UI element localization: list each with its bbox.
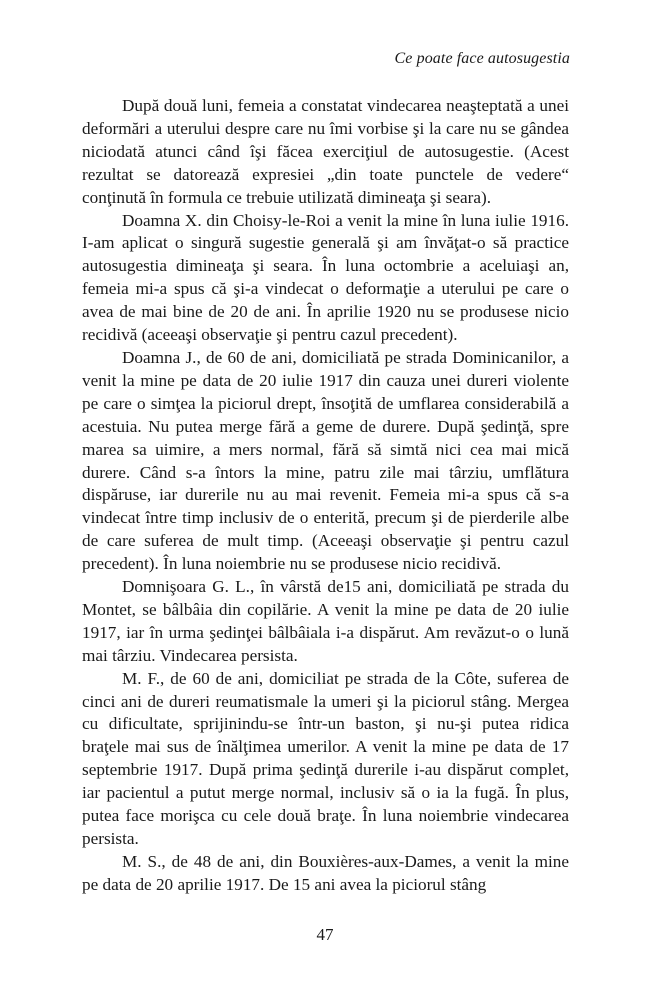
paragraph-4: Domnişoara G. L., în vârstă de15 ani, domiciliată pe strada du Montet, se bâlbâia din copilărie. A venit la mine pe data de 20 iulie 1917, iar în urma şedinţei bâlbâiala i-a dispărut. Am revăzut-o o lună mai târziu. Vindecarea persista. xyxy=(82,577,569,665)
paragraph-3: Doamna J., de 60 de ani, domiciliată pe strada Dominicanilor, a venit la mine pe data de 20 iulie 1917 din cauza unei dureri violente pe care o simţea la piciorul drept, însoţită de umflarea considerabilă a acestuia. Nu putea merge fără a geme de durere. După şedinţă, spre marea sa uimire, a mers normal, fără să simtă nici cea mai mică durere. Când s-a întors la mine, patru zile mai târziu, umflătura dispăruse, iar durerile nu au mai revenit. Femeia mi-a spus că s-a vindecat între timp inclusiv de o enterită, precum şi de pierderile albe de care suferea de mult timp. (Aceeaşi observaţie şi pentru cazul precedent). În luna noiembrie nu se produsese nicio recidivă. xyxy=(82,347,569,574)
paragraph-2: Doamna X. din Choisy-le-Roi a venit la mine în luna iulie 1916. I-am aplicat o singură sugestie generală şi am învăţat-o să practice autosugestia dimineaţa şi seara. În luna octombrie a aceluiaşi an, femeia mi-a spus că şi-a vindecat o deformaţie a uterului pe care o avea de mai bine de 20 de ani. În aprilie 1920 nu se produsese nicio recidivă (aceeaşi observaţie şi pentru cazul precedent). xyxy=(82,210,569,345)
body-text xyxy=(82,95,569,897)
paragraph-5: M. F., de 60 de ani, domiciliat pe strada de la Côte, suferea de cinci ani de dureri reumatismale la umeri şi la piciorul stâng. Mergea cu dificultate, sprijinindu-se într-un baston, şi nu-şi putea ridica braţele mai sus de înălţimea umerilor. A venit la mine pe data de 17 septembrie 1917. După prima şedinţă durerile i-au dispărut complet, iar pacientul a putut merge normal, inclusiv să o ia la fugă. În plus, putea face morişca cu cele două braţe. În luna noiembrie vindecarea persista. xyxy=(82,668,569,848)
running-header: Ce poate face autosugestia xyxy=(394,50,570,67)
page-number: 47 xyxy=(316,925,334,944)
paragraph-1: După două luni, femeia a constatat vindecarea neaşteptată a unei deformări a uterului despre care nu îmi vorbise şi la care nu se gândea niciodată atunci când îşi făcea exerciţiul de autosugestie. (Acest rezultat se datorează expresiei „din toate punctele de vedere“ conţinută în formula ce trebuie utilizată dimineaţa şi seara). xyxy=(82,96,569,207)
paragraph-6: M. S., de 48 de ani, din Bouxières-aux-Dames, a venit la mine pe data de 20 aprilie 1917. De 15 ani avea la piciorul stâng xyxy=(82,851,569,894)
